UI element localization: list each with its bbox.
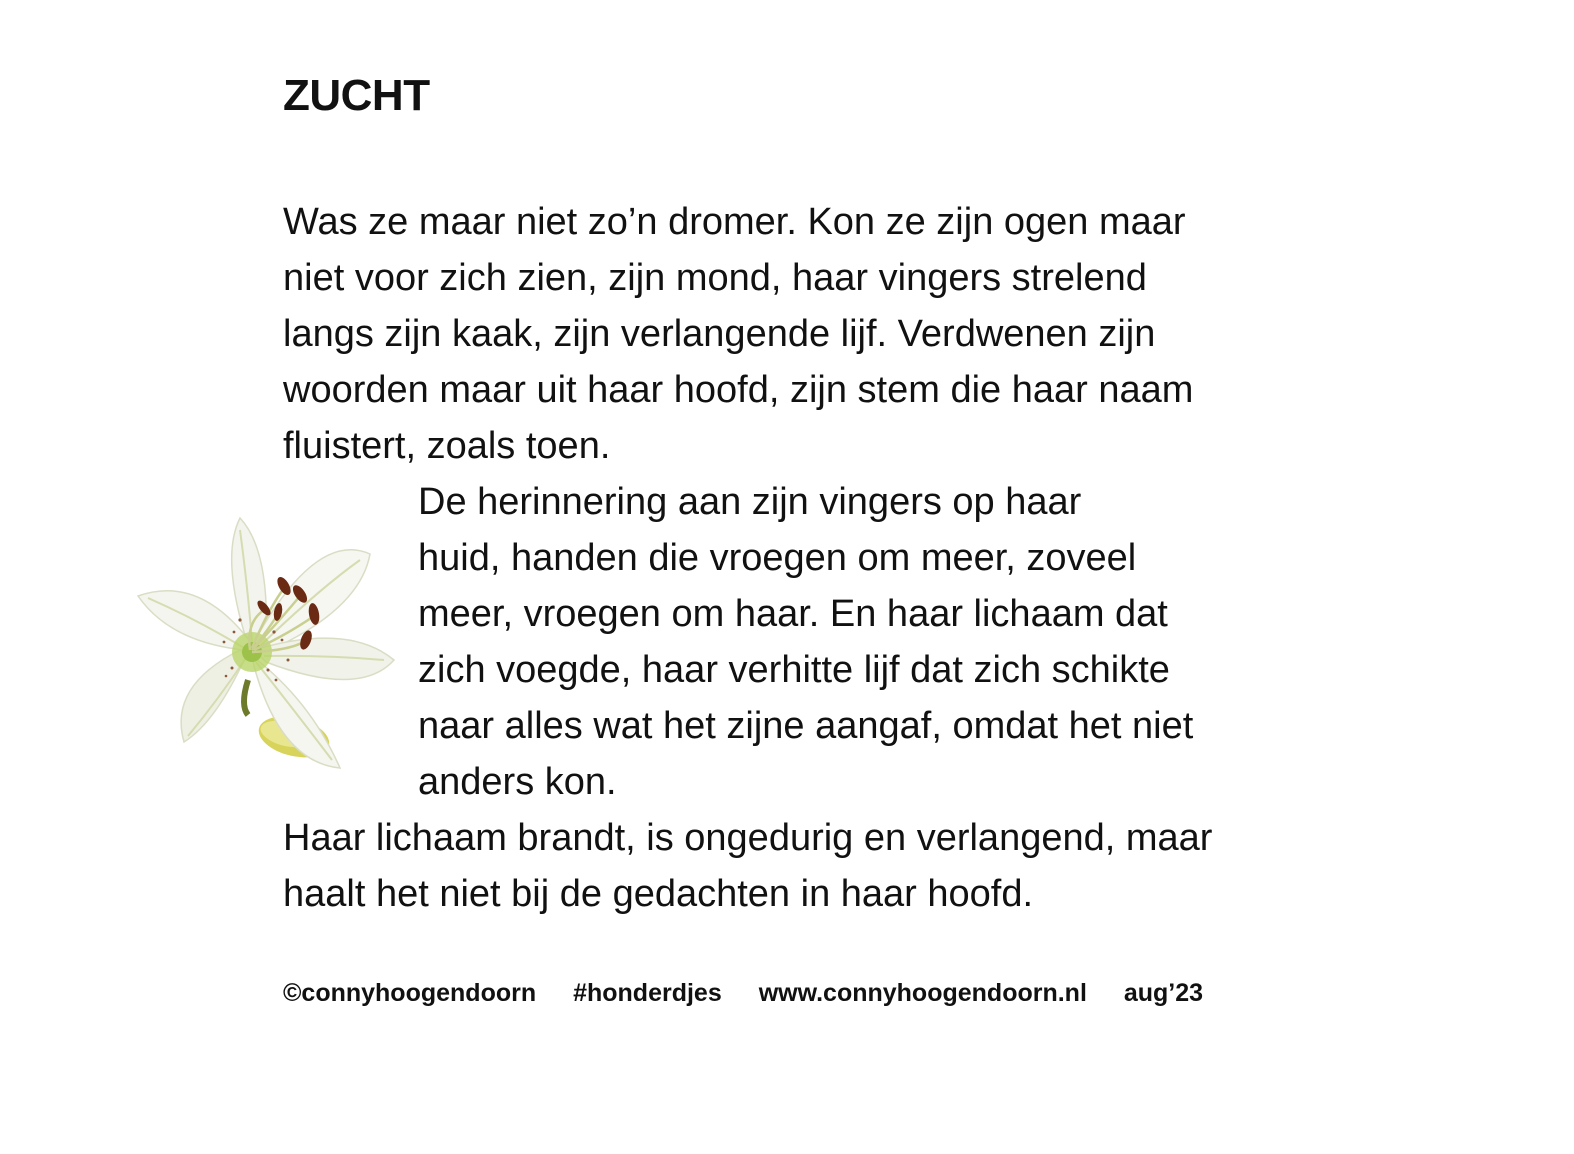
text-line: Was ze maar niet zo’n dromer. Kon ze zijn ogen maar xyxy=(283,201,1186,243)
lily-flower-icon xyxy=(128,510,408,780)
text-line: langs zijn kaak, zijn verlangende lijf. Verdwenen zijn xyxy=(283,313,1156,355)
text-line: naar alles wat het zijne aangaf, omdat het niet xyxy=(418,705,1194,747)
text-line: De herinnering aan zijn vingers op haar xyxy=(418,481,1082,523)
text-line: huid, handen die vroegen om meer, zoveel xyxy=(418,537,1137,579)
page-title: ZUCHT xyxy=(283,71,430,120)
paragraph-memory xyxy=(418,474,1574,810)
paragraph-intro xyxy=(283,194,1483,474)
text-line: meer, vroegen om haar. En haar lichaam dat xyxy=(418,593,1168,635)
hashtag-text: #honderdjes xyxy=(573,979,722,1007)
text-line: anders kon. xyxy=(418,761,617,803)
text-line: fluistert, zoals toen. xyxy=(283,425,611,467)
website-text: www.connyhoogendoorn.nl xyxy=(758,979,1087,1007)
footer xyxy=(283,976,1203,1010)
copyright-text: ©connyhoogendoorn xyxy=(283,979,537,1007)
text-line: niet voor zich zien, zijn mond, haar vingers strelend xyxy=(283,257,1147,299)
text-line: woorden maar uit haar hoofd, zijn stem die haar naam xyxy=(283,369,1194,411)
text-line: haalt het niet bij de gedachten in haar hoofd. xyxy=(283,873,1034,915)
date-text: aug’23 xyxy=(1123,979,1204,1007)
paragraph-closing xyxy=(283,810,1483,922)
text-line: Haar lichaam brandt, is ongedurig en verlangend, maar xyxy=(283,817,1213,859)
text-line: zich voegde, haar verhitte lijf dat zich schikte xyxy=(418,649,1170,691)
